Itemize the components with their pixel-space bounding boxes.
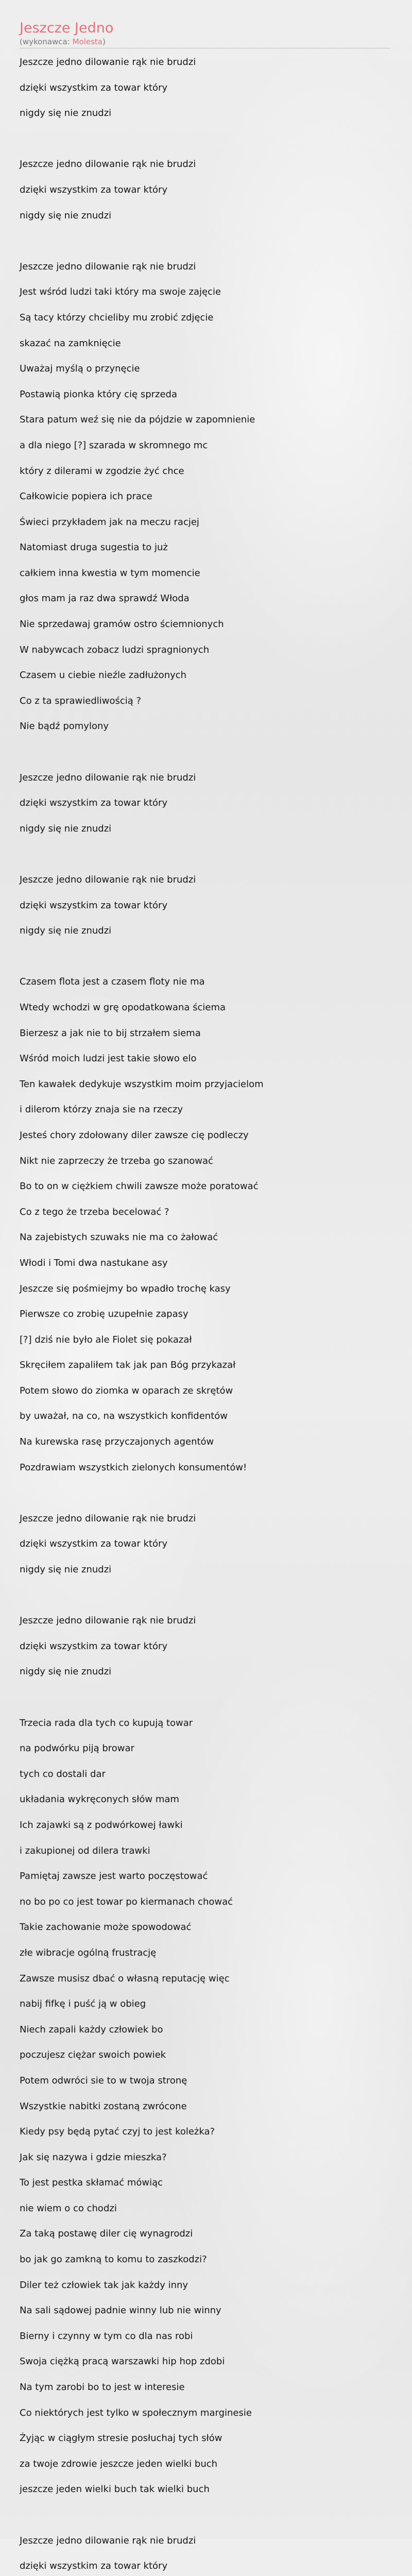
lyric-line: dzięki wszystkim za towar który — [20, 1640, 168, 1652]
lyric-line: jeszcze jeden wielki buch tak wielki buch — [20, 2484, 210, 2495]
lyric-line: Jeszcze jedno dilowanie rąk nie brudzi — [20, 1615, 196, 1626]
lyric-line: Skręciłem zapaliłem tak jak pan Bóg przykazał — [20, 1360, 236, 1371]
lyric-line: Co niektórych jest tylko w społecznym marginesie — [20, 2407, 252, 2418]
lyric-line: dzięki wszystkim za towar który — [20, 82, 168, 93]
lyric-line: Jeszcze się pośmiejmy bo wpadło trochę kasy — [20, 1283, 231, 1294]
lyric-line: Niech zapali każdy człowiek bo — [20, 2024, 163, 2035]
lyric-line: Kiedy psy będą pytać czyj to jest koleżka? — [20, 2126, 215, 2138]
lyric-line: układania wykręconych słów mam — [20, 1794, 179, 1805]
lyric-line: Żyjąc w ciągłym stresie posłuchaj tych słów — [20, 2433, 222, 2444]
lyric-line: Jeszcze jedno dilowanie rąk nie brudzi — [20, 874, 196, 885]
artist-prefix: (wykonawca: — [20, 37, 73, 46]
lyric-line: Wszystkie nabitki zostaną zwrócone — [20, 2100, 187, 2112]
stanza-break — [20, 228, 390, 254]
stanza-break — [20, 944, 390, 970]
lyric-line: Pamiętaj zawsze jest warto poczęstować — [20, 1871, 208, 1882]
lyric-line: Jeszcze jedno dilowanie rąk nie brudzi — [20, 159, 196, 170]
lyric-line: Swoja ciężką pracą warszawki hip hop zdobi — [20, 2356, 225, 2367]
lyric-line: na podwórku piją browar — [20, 1743, 134, 1754]
lyric-line: i dilerom którzy znaja sie na rzeczy — [20, 1104, 183, 1115]
lyric-line: Jeszcze jedno dilowanie rąk nie brudzi — [20, 2535, 196, 2546]
lyric-line: Na kurewska rasę przyczajonych agentów — [20, 1436, 214, 1448]
lyric-line: dzięki wszystkim za towar który — [20, 184, 168, 195]
lyric-line: Na tym zarobi bo to jest w interesie — [20, 2382, 185, 2393]
lyric-line: a dla niego [?] szarada w skromnego mc — [20, 439, 208, 451]
lyric-line: za twoje zdrowie jeszcze jeden wielki buch — [20, 2458, 218, 2469]
lyric-line: nigdy się nie znudzi — [20, 925, 112, 937]
lyric-line: Uważaj myślą o przynęcie — [20, 363, 140, 375]
lyric-line: Potem słowo do ziomka w oparach ze skrętów — [20, 1385, 233, 1396]
lyric-line: [?] dziś nie było ale Fiolet się pokazał — [20, 1334, 192, 1345]
lyric-line: nigdy się nie znudzi — [20, 823, 112, 834]
lyric-line: Za taką postawę diler cię wynagrodzi — [20, 2228, 193, 2240]
lyric-line: Nie sprzedawaj gramów ostro ściemnionych — [20, 619, 224, 630]
lyric-line: Całkowicie popiera ich prace — [20, 491, 152, 502]
lyric-line: Bierzesz a jak nie to bij strzałem siema — [20, 1027, 201, 1039]
lyric-line: Stara patum weź się nie da pójdzie w zapomnienie — [20, 414, 255, 426]
lyric-line: Czasem u ciebie nieźle zadłużonych — [20, 670, 187, 681]
lyric-line: To jest pestka skłamać mówiąc — [20, 2177, 163, 2189]
lyric-line: Czasem flota jest a czasem floty nie ma — [20, 976, 205, 988]
lyric-line: tych co dostali dar — [20, 1768, 106, 1780]
artist-suffix: ) — [102, 37, 106, 46]
lyric-line: Bo to on w ciężkiem chwili zawsze może poratować — [20, 1181, 259, 1192]
lyric-line: nigdy się nie znudzi — [20, 210, 112, 221]
lyric-line: Są tacy którzy chcieliby mu zrobić zdjęcie — [20, 312, 214, 323]
lyric-line: Jak się nazywa i gdzie mieszka? — [20, 2151, 167, 2163]
lyrics-body — [20, 49, 390, 2576]
lyric-line: Nikt nie zaprzeczy że trzeba go szanować — [20, 1155, 213, 1166]
song-header — [20, 21, 390, 48]
lyric-line: Wśród moich ludzi jest takie słowo elo — [20, 1053, 197, 1064]
lyric-line: Co z tego że trzeba becelować ? — [20, 1206, 169, 1217]
lyric-line: Jesteś chory zdołowany diler zawsze cię podleczy — [20, 1129, 249, 1141]
lyric-line: głos mam ja raz dwa sprawdź Włoda — [20, 593, 190, 604]
lyric-line: Jeszcze jedno dilowanie rąk nie brudzi — [20, 1513, 196, 1524]
lyric-line: Pierwsze co zrobię uzupełnie zapasy — [20, 1309, 188, 1320]
lyric-line: Co z ta sprawiedliwością ? — [20, 695, 142, 706]
lyric-line: całkiem inna kwestia w tym momencie — [20, 567, 200, 579]
lyric-line: dzięki wszystkim za towar który — [20, 1538, 168, 1550]
artist-line — [20, 37, 390, 46]
lyric-line: bo jak go zamkną to komu to zaszkodzi? — [20, 2254, 207, 2265]
lyric-line: dzięki wszystkim za towar który — [20, 2561, 168, 2572]
lyric-line: który z dilerami w zgodzie żyć chce — [20, 465, 184, 477]
lyric-line: Postawią pionka który cię sprzeda — [20, 388, 178, 400]
artist-link[interactable]: Molesta — [72, 37, 102, 46]
lyric-line: i zakupionej od dilera trawki — [20, 1845, 150, 1856]
lyric-line: Natomiast druga sugestia to już — [20, 542, 168, 553]
stanza-break — [20, 739, 390, 765]
lyric-line: Potem odwróci sie to w twoja stronę — [20, 2075, 187, 2086]
lyric-line: Takie zachowanie może spowodować — [20, 1922, 192, 1933]
lyric-line: Pozdrawiam wszystkich zielonych konsumentów! — [20, 1462, 247, 1473]
lyric-line: Jeszcze jedno dilowanie rąk nie brudzi — [20, 772, 196, 783]
lyric-line: Ten kawałek dedykuje wszystkim moim przyjacielom — [20, 1078, 264, 1090]
lyric-line: Włodi i Tomi dwa nastukane asy — [20, 1257, 168, 1268]
lyric-line: dzięki wszystkim za towar który — [20, 798, 168, 809]
lyric-line: Nie bądź pomylony — [20, 721, 109, 732]
lyric-line: nie wiem o co chodzi — [20, 2202, 117, 2214]
lyric-line: nigdy się nie znudzi — [20, 1666, 112, 1677]
stanza-break — [20, 1480, 390, 1506]
lyric-line: Jeszcze jedno dilowanie rąk nie brudzi — [20, 57, 196, 67]
lyric-line: Ich zajawki są z podwórkowej ławki — [20, 1819, 183, 1831]
lyric-line: Trzecia rada dla tych co kupują towar — [20, 1717, 193, 1728]
lyric-line: W nabywcach zobacz ludzi spragnionych — [20, 644, 210, 655]
lyric-line: skazać na zamknięcie — [20, 337, 121, 349]
lyric-line: no bo po co jest towar po kiermanach chować — [20, 1896, 233, 1907]
lyric-line: Świeci przykładem jak na meczu racjej — [20, 516, 199, 528]
stanza-break — [20, 841, 390, 867]
lyric-line: Diler też człowiek tak jak każdy inny — [20, 2279, 188, 2291]
song-title: Jeszcze Jedno — [20, 20, 114, 36]
stanza-break — [20, 1583, 390, 1608]
lyric-line: nabij fifkę i puść ją w obieg — [20, 1998, 146, 2010]
lyric-line: dzięki wszystkim za towar który — [20, 900, 168, 911]
lyric-line: by uważał, na co, na wszystkich konfidentów — [20, 1411, 228, 1422]
stanza-break — [20, 1685, 390, 1710]
lyric-line: Jest wśród ludzi taki który ma swoje zajęcie — [20, 286, 221, 298]
lyric-line: Bierny i czynny w tym co dla nas robi — [20, 2330, 193, 2342]
lyric-line: nigdy się nie znudzi — [20, 108, 112, 119]
lyric-line: Zawsze musisz dbać o własną reputację więc — [20, 1973, 230, 1984]
lyric-line: Na sali sądowej padnie winny lub nie winny — [20, 2305, 221, 2316]
stanza-break — [20, 126, 390, 152]
lyric-line: nigdy się nie znudzi — [20, 1564, 112, 1575]
stanza-break — [20, 2502, 390, 2528]
lyric-line: złe wibracje ogólną frustrację — [20, 1947, 157, 1958]
lyric-line: poczujesz ciężar swoich powiek — [20, 2049, 166, 2061]
lyric-line: Wtedy wchodzi w grę opodatkowana ściema — [20, 1002, 226, 1013]
lyric-line: Na zajebistych szuwaks nie ma co żałować — [20, 1232, 218, 1243]
lyric-line: Jeszcze jedno dilowanie rąk nie brudzi — [20, 261, 196, 272]
